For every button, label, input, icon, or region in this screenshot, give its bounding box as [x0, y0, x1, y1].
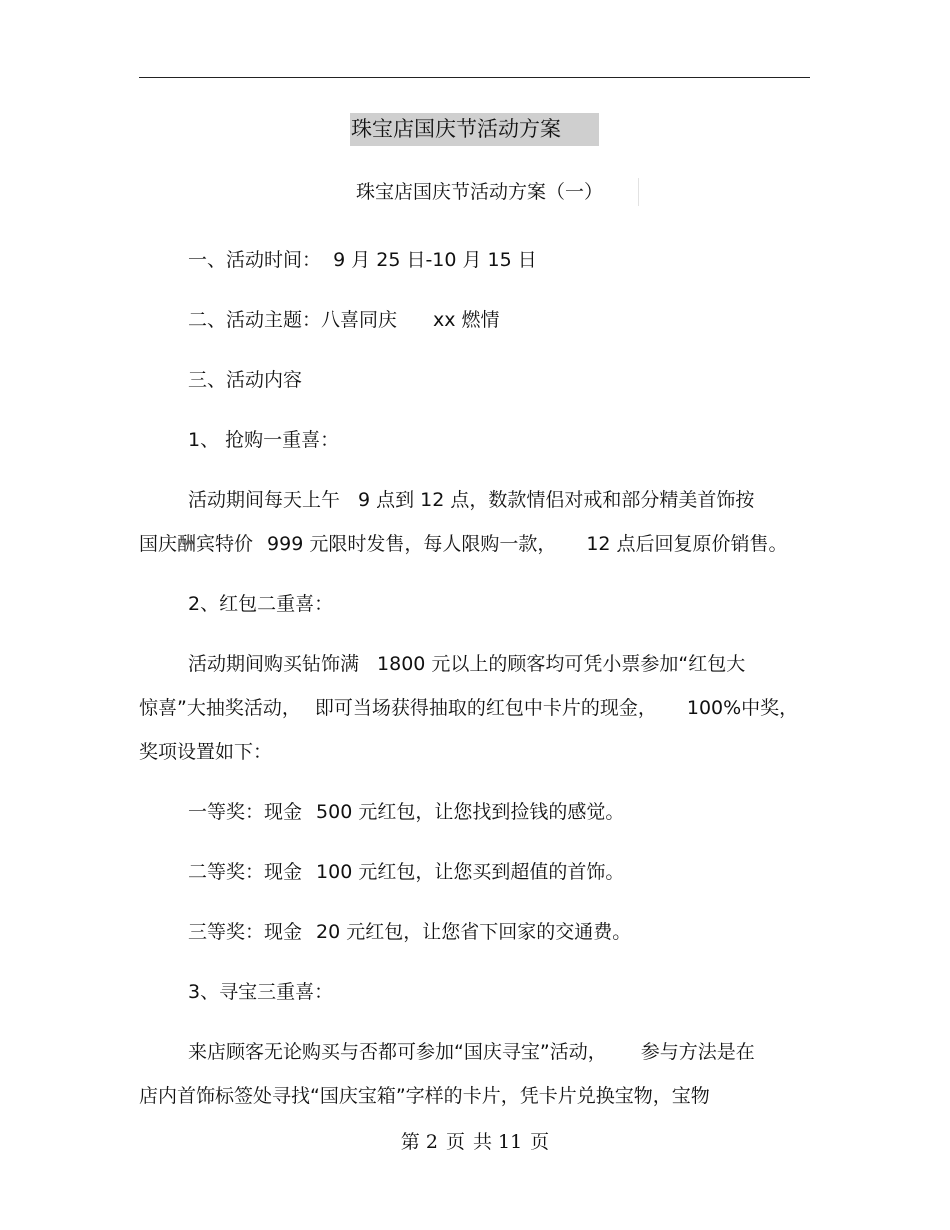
document-subtitle: 珠宝店国庆节活动方案（一） [356, 178, 639, 206]
paragraph-item3-line1: 来店顾客无论购买与否都可参加“国庆寻宝”活动， 参与方法是在 [188, 1041, 755, 1063]
header-rule [139, 77, 810, 78]
paragraph-item2-heading: 2、红包二重喜： [188, 593, 334, 615]
paragraph-item1-line1: 活动期间每天上午 9 点到 12 点，数款情侣对戒和部分精美首饰按 [188, 489, 755, 511]
paragraph-item2-line2: 惊喜”大抽奖活动， 即可当场获得抽取的红包中卡片的现金， 100%中奖， [139, 697, 799, 719]
paragraph-item2-line3: 奖项设置如下： [139, 741, 273, 763]
paragraph-prize2: 二等奖：现金 100 元红包，让您买到超值的首饰。 [188, 861, 625, 883]
paragraph-item3-heading: 3、寻宝三重喜： [188, 981, 334, 1003]
paragraph-activity-time: 一、活动时间： 9 月 25 日-10 月 15 日 [188, 249, 537, 271]
paragraph-prize3: 三等奖：现金 20 元红包，让您省下回家的交通费。 [188, 921, 632, 943]
paragraph-prize1: 一等奖：现金 500 元红包，让您找到捡钱的感觉。 [188, 801, 625, 823]
paragraph-item2-line1: 活动期间购买钻饰满 1800 元以上的顾客均可凭小票参加“红包大 [188, 653, 746, 675]
paragraph-item1-heading: 1、 抢购一重喜： [188, 429, 340, 451]
document-title: 珠宝店国庆节活动方案 [350, 113, 599, 146]
document-body [139, 238, 810, 1118]
paragraph-item3-line2: 店内首饰标签处寻找“国庆宝箱”字样的卡片，凭卡片兑换宝物，宝物 [139, 1085, 710, 1107]
paragraph-item1-line2: 国庆酬宾特价 999 元限时发售，每人限购一款， 12 点后回复原价销售。 [139, 533, 788, 555]
page-footer: 第 2 页 共 11 页 [400, 1131, 550, 1153]
paragraph-activity-theme: 二、活动主题：八喜同庆 xx 燃情 [188, 309, 500, 331]
paragraph-activity-content-heading: 三、活动内容 [188, 369, 303, 391]
